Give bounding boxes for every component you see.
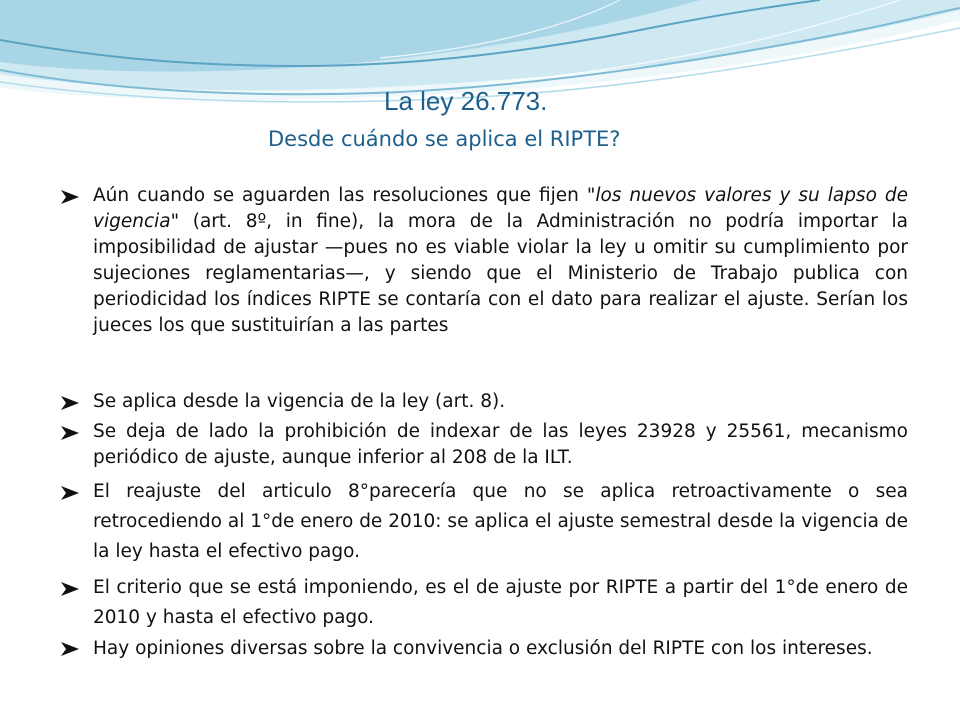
bullet-item [60,419,908,477]
bullet-item [60,477,908,573]
arrowhead-bullet-icon [60,395,80,411]
bullet-item [60,633,908,665]
arrowhead-bullet-icon [60,189,80,205]
bullet-text: Hay opiniones diversas sobre la convivencia o exclusión del RIPTE con los intereses. [93,638,873,659]
bullet-text: Se deja de lado la prohibición de indexar de las leyes 23928 y 25561, mecanismo periódico de ajuste, aunque inferior al 208 de la ILT. [93,421,908,468]
bullet-item [60,573,908,633]
bullet-item [60,183,908,389]
bullet-item [60,389,908,419]
slide-subtitle: Desde cuándo se aplica el RIPTE? [268,127,621,151]
bullet-list [60,183,908,665]
arrowhead-bullet-icon [60,641,80,657]
bullet-text: El reajuste del articulo 8°parecería que no se aplica retroactivamente o sea retrocediendo al 1°de enero de 2010: se aplica el ajuste semestral desde la vigencia de la ley hasta el efectivo pago. [93,481,908,562]
bullet-text: El criterio que se está imponiendo, es el de ajuste por RIPTE a partir del 1°de enero de 2010 y hasta el efectivo pago. [93,577,908,628]
bullet-text: Aún cuando se aguarden las resoluciones que fijen "los nuevos valores y su lapso de vigencia" (art. 8º, in fine), la mora de la Administración no podría importar la imposibilidad de ajustar —pues no es viable violar la ley u omitir su cumplimiento por sujeciones reglamentarias—, y siendo que el Ministerio de Trabajo publica con periodicidad los índices RIPTE se contaría con el dato para realizar el ajuste. Serían los jueces los que sustituirían a las partes [93,185,908,336]
bullet-text: Se aplica desde la vigencia de la ley (art. 8). [93,391,506,412]
slide-title: La ley 26.773. [384,86,548,116]
arrowhead-bullet-icon [60,485,80,501]
arrowhead-bullet-icon [60,425,80,441]
arrowhead-bullet-icon [60,581,80,597]
